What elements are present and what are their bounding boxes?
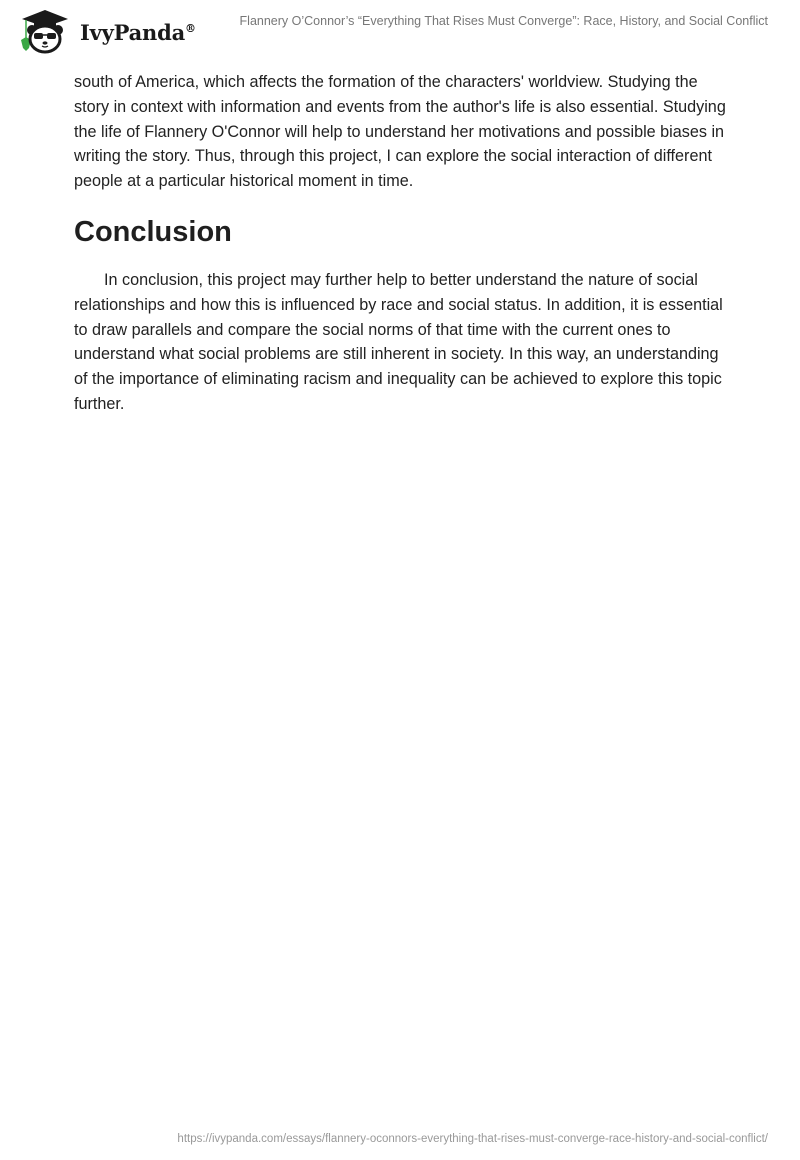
document-title: Flannery O’Connor’s “Everything That Rises Must Converge”: Race, History, and Social Conflict xyxy=(239,14,768,28)
panda-graduate-icon xyxy=(14,6,76,54)
section-heading-conclusion: Conclusion xyxy=(74,215,232,248)
continued-paragraph: south of America, which affects the formation of the characters' worldview. Studying the story in context with information and events from the author's life is also essential. Studying the life of Flannery O'Connor will help to understand her motivations and possible biases in writing the story. Thus, through this project, I can explore the social interaction of different people at a particular historical moment in time. xyxy=(74,73,726,191)
conclusion-paragraph: In conclusion, this project may further help to better understand the nature of social relationships and how this is influenced by race and social status. In addition, it is essential to draw parallels and compare the social norms of that time with the current ones to understand what social problems are still inherent in society. In this way, an understanding of the importance of eliminating racism and inequality can be achieved to explore this topic further. xyxy=(74,270,723,413)
essay-content xyxy=(74,70,734,417)
page-header xyxy=(0,0,800,60)
ivypanda-logo[interactable] xyxy=(14,6,196,54)
source-url[interactable]: https://ivypanda.com/essays/flannery-oconnors-everything-that-rises-must-converge-race-history-and-social-conflict/ xyxy=(177,1133,768,1145)
brand-name: IvyPanda® xyxy=(80,19,196,45)
